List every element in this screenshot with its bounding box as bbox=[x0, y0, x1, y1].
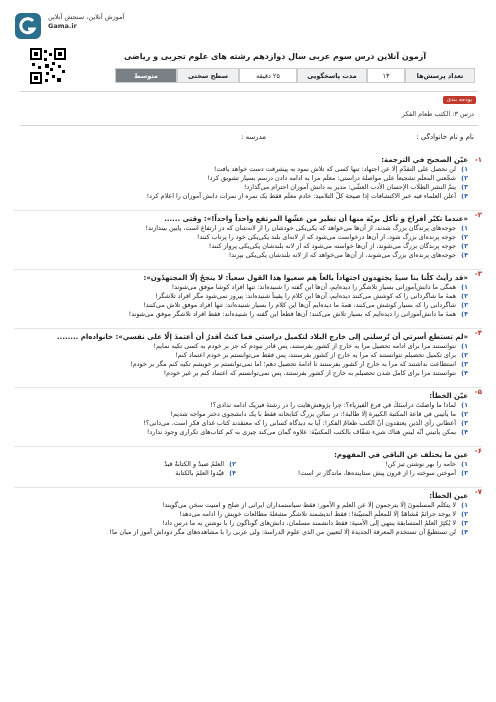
option-text: ما يأتيني في قاعة المكتبة الكبيرة إلّا طالبة!: در سالن بزرگ کتابخانه فقط با یک دانشجوی دختر مواجه شدیم! bbox=[170, 410, 456, 418]
options-group bbox=[14, 224, 482, 260]
option-number: ۳) bbox=[461, 242, 468, 250]
answer-option[interactable] bbox=[14, 310, 468, 319]
options-group bbox=[14, 501, 482, 537]
question-divider bbox=[14, 387, 482, 388]
answer-option[interactable] bbox=[14, 360, 468, 369]
exam-info-table bbox=[115, 68, 475, 83]
option-number: ۲) bbox=[461, 174, 468, 182]
question-stem: «عندما تكبّر أفراخ و تأكل بريّة منها أن تطير من عشّها المرتفع واحداً واحداً!»: وقتی ...... bbox=[164, 215, 468, 223]
exam-title: آزمون آنلاین درس سوم عربی سال دوازدهم رشته های علوم تجربی و ریاضی bbox=[123, 52, 427, 61]
option-number: ۲) bbox=[461, 292, 468, 300]
question-divider bbox=[14, 446, 482, 447]
option-number: ۲) bbox=[461, 233, 468, 241]
option-number: ۲) bbox=[461, 510, 468, 518]
answer-option[interactable] bbox=[14, 233, 468, 242]
answer-option[interactable] bbox=[14, 469, 236, 478]
question-number: ۱- bbox=[474, 156, 482, 164]
answer-option[interactable] bbox=[14, 183, 468, 192]
option-number: ۳) bbox=[461, 519, 468, 527]
answer-option[interactable] bbox=[14, 519, 468, 528]
site-tagline: آموزش آنلاین، سنجش آنلاین bbox=[48, 13, 125, 21]
question-count-label: تعداد پرسش‌ها bbox=[405, 68, 475, 83]
question-stem: عيّن الصحيح في الترجمة: bbox=[381, 156, 468, 164]
difficulty-label: سطح سختی bbox=[177, 68, 239, 83]
answer-option[interactable] bbox=[246, 460, 468, 469]
option-text: خامه را بهر نوشتن تیز کن! bbox=[385, 460, 456, 468]
question-stem: عين ما يختلف عن الباقي في المفهوم: bbox=[334, 451, 468, 459]
option-number: ۱) bbox=[461, 460, 468, 468]
question-stem: عين الخطأ: bbox=[429, 492, 468, 500]
difficulty-value: متوسط bbox=[115, 68, 177, 83]
answer-option[interactable] bbox=[14, 283, 468, 292]
option-text: شاگردانی را که بسیار کوشش می‌کنند، همهٔ ما دیده‌ایم آن‌ها این کلام را بسیار شنیده‌اند: تنها افراد موفق تلاش می‌کنند! bbox=[143, 301, 456, 309]
options-group bbox=[14, 165, 482, 201]
gama-logo-icon bbox=[14, 12, 42, 40]
question-number: ۳- bbox=[474, 270, 482, 278]
answer-option[interactable] bbox=[14, 419, 468, 428]
answer-option[interactable] bbox=[14, 301, 468, 310]
answer-option[interactable] bbox=[14, 165, 468, 174]
option-number: ۱) bbox=[461, 224, 468, 232]
question-stem: عيّن الخطأ: bbox=[429, 392, 468, 400]
answer-option[interactable] bbox=[14, 528, 468, 537]
answer-option[interactable] bbox=[14, 242, 468, 251]
question-block bbox=[14, 384, 482, 437]
option-text: جوجه پرنده‌ای بزرگ شود، از آن‌ها درخواست می‌شود که از لانه‌ای بلند یکی‌یکی خود را پرتاب کنند! bbox=[196, 233, 456, 241]
option-text: نتوانستند مرا برای کامل شدن تحصیلم به خارج از کشور بفرستند، پس نمی‌توانستم که اعتماد کنم بر غیر خودم! bbox=[163, 369, 456, 377]
option-text: يتمّ النشر الطلّاب الإحسان الأدب العشّي: مدیر به دانش آموزان احترام می‌گذارد! bbox=[243, 183, 456, 191]
option-text: استطاعت نداشتند که مرا به خارج از کشور بفرستند تا ادامهٔ تحصیل دهم؛ اما نمی‌توانستم بر خویشم تکیه کنم مگر بر خودم! bbox=[130, 360, 456, 368]
question-list bbox=[14, 152, 482, 543]
answer-option[interactable] bbox=[14, 428, 468, 437]
qr-code-icon bbox=[30, 48, 66, 84]
options-group bbox=[14, 460, 468, 478]
option-text: أعلن العلماء فيه خبر الاكتشافات إذا صيحة كلّ التلاميذ: خادم معلّم فقط يک نمره از نمرات دانش آموزان را اعلام کرد! bbox=[146, 192, 456, 200]
answer-option[interactable] bbox=[14, 174, 468, 183]
option-text: لن تستطيعُ أن تستخدم المعرفة الجديدة إلّا لتعيين من الذي علوم الدراسة: ولی عربی را با مشاهده‌های مگر دوداش آموز از میان ما! bbox=[109, 528, 456, 536]
answer-option[interactable] bbox=[14, 369, 468, 378]
question-number: ۵- bbox=[474, 388, 482, 396]
option-number: ۲) bbox=[461, 351, 468, 359]
answer-option[interactable] bbox=[14, 351, 468, 360]
site-branding bbox=[48, 13, 124, 31]
duration-value: ۲۵ دقیقه bbox=[239, 68, 297, 83]
option-number: ۴) bbox=[461, 310, 468, 318]
answer-option[interactable] bbox=[14, 410, 468, 419]
topic-divider bbox=[20, 125, 478, 126]
option-text: لماذا ما واصلتَ دراستَكَ في فرع الفيزياء؟: چرا پژوهش‌هایت را در رشتهٔ فیزیک ادامه ندادی؟! bbox=[210, 401, 456, 409]
option-text: همهٔ ما دانش‌آموزانی را دیده‌ایم که بسیار تلاش می‌کنند؛ آن‌ها قطعاً این گفته را شنیده‌اند: فقط افراد تلاشگر موفق می‌شوند! bbox=[128, 310, 456, 318]
answer-option[interactable] bbox=[14, 501, 468, 510]
duration-label: مدت پاسخگویی bbox=[297, 68, 367, 83]
question-count-value: ۱۳ bbox=[367, 68, 405, 83]
question-divider bbox=[14, 328, 482, 329]
option-number: ۴) bbox=[461, 528, 468, 536]
option-number: ۴) bbox=[461, 428, 468, 436]
question-block bbox=[14, 152, 482, 201]
question-number: ۷- bbox=[474, 488, 482, 496]
question-stem: «قد رأيتُ كلّنا بنا سيدُ يجتهدون اجتهاداً بالغاً هم سعيوا هذا القول سعياً: لا ينجحُ إلّا المجتهدُون»: bbox=[143, 274, 468, 282]
answer-option[interactable] bbox=[14, 192, 468, 201]
option-text: همگی ما دانش‌آموزانی بسیار تلاشگر را دیده‌ایم، آن‌ها این گفته را شنیده‌اند: تنها افراد کوشا موفق می‌شوند! bbox=[171, 283, 456, 291]
answer-option[interactable] bbox=[14, 342, 468, 351]
answer-option[interactable] bbox=[14, 224, 468, 233]
school-field bbox=[241, 133, 266, 141]
answer-option[interactable] bbox=[14, 510, 468, 519]
option-number: ۴) bbox=[229, 469, 236, 477]
school-label: مدرسه : bbox=[240, 133, 266, 141]
options-group bbox=[14, 342, 482, 378]
option-number: ۲) bbox=[229, 460, 236, 468]
answer-option[interactable] bbox=[14, 292, 468, 301]
option-number: ۱) bbox=[461, 165, 468, 173]
question-divider bbox=[14, 487, 482, 488]
option-number: ۴) bbox=[461, 369, 468, 377]
question-block bbox=[14, 207, 482, 260]
answer-option[interactable] bbox=[14, 251, 468, 260]
option-text: العلمُ صيدٌ و الكتابةُ قيدٌ bbox=[164, 460, 224, 468]
option-text: أعطاني رأي الّذين يعتقدون أنّ الكتب طعامٌ الفكر!: آیا به دیدگاه کسانی را که معتقدند کتاب غذای فکر است، می‌دانی؟! bbox=[143, 419, 456, 427]
option-text: لا يُكثِرُ العلمُ المتسابقة ينتهي إلى الأمنية: فقط دانشمند مسلمان، دانش‌های گوناگون را با نوشتن به ما درس داد! bbox=[161, 519, 456, 527]
option-text: لا يوجد جرائمٌ مُشاهَدٌ إلّا للمعلّمِ المتبيّنة!: فقط اندیشمند تلاشگر مشغلهٔ مطالعات خویش را ادامه می‌دهد! bbox=[179, 510, 456, 518]
student-name-field bbox=[416, 133, 474, 141]
question-block bbox=[14, 325, 482, 378]
option-number: ۴) bbox=[461, 251, 468, 259]
option-number: ۳) bbox=[461, 419, 468, 427]
option-text: همهٔ ما شاگردانی را که کوشش می‌کنند دیده‌ایم، آن‌ها این کلام را یقیناً شنیده‌اند: پیروز نمی‌شود مگر افراد تلاشگر! bbox=[155, 292, 456, 300]
option-number: ۳) bbox=[461, 469, 468, 477]
option-number: ۱) bbox=[461, 283, 468, 291]
option-text: آموختن سوخته را از قرون پیش ستاینده‌ها، ماندگار تر است! bbox=[297, 469, 456, 477]
question-block bbox=[14, 266, 482, 319]
option-text: يمكن يأتيني أنّه ليس هناك شيء شفّاف بالكتب المكتبيّة: علاوه گمان می‌کند چیزی به کم کتاب‌های تکراری وجود ندارد! bbox=[146, 428, 456, 436]
option-text: قيّدوا العلمَ بالكتابة bbox=[175, 469, 224, 477]
question-divider bbox=[14, 210, 482, 211]
option-number: ۱) bbox=[461, 401, 468, 409]
option-number: ۳) bbox=[461, 183, 468, 191]
option-text: برای تکمیل تحصیلم نتوانستند که مرا به خارج از کشور بفرستند، پس فقط می‌توانستم بر خودم اعتماد کنم! bbox=[175, 351, 456, 359]
option-number: ۳) bbox=[461, 301, 468, 309]
header-divider bbox=[20, 91, 478, 92]
student-name-label: نام و نام خانوادگی : bbox=[416, 133, 474, 141]
option-text: لا يتكلّم المسلمونَ إلّا يترجمون إلّا عن العلم و الأمور: فقط سیاستمداران ایرانی از صلح و امنیت سخن می‌گویند! bbox=[162, 501, 456, 509]
question-number: ۲- bbox=[474, 211, 482, 219]
option-text: نتوانستند مرا برای ادامه تحصیل مرا به خارج از کشور بفرستند، پس قادر نبودم که جز بر خودم به کسی تکیه نمایم! bbox=[153, 342, 456, 350]
option-number: ۱) bbox=[461, 342, 468, 350]
option-number: ۱) bbox=[461, 501, 468, 509]
question-block bbox=[14, 484, 482, 537]
option-text: جوجه‌های پرنده‌ای بزرگ می‌شوند، از آن‌ها می‌خواهد که از لانه بلندشان یکی‌یکی بپرند! bbox=[228, 251, 456, 259]
site-domain: Gama.ir bbox=[48, 22, 77, 30]
answer-option[interactable] bbox=[14, 460, 236, 469]
option-text: جوجه پرندگان بزرگ می‌شوند، از آن‌ها خواسته می‌شود که از لانه بلندشان یکی‌یکی پرواز کنند! bbox=[208, 242, 456, 250]
options-group bbox=[14, 401, 482, 437]
answer-option[interactable] bbox=[246, 469, 468, 478]
options-group bbox=[14, 283, 482, 319]
option-number: ۳) bbox=[461, 360, 468, 368]
lesson-topic: درس ۳: الکثب طعام الفکر bbox=[401, 110, 474, 118]
answer-option[interactable] bbox=[14, 401, 468, 410]
budget-tag: بودجه بندی bbox=[443, 96, 476, 104]
option-text: لن نحصل على التقدّم إلّا عن اجتهاد: تنها کسی که تلاش نمود به پیشرفت دست خواهد یافت! bbox=[213, 165, 456, 173]
option-number: ۴) bbox=[461, 192, 468, 200]
option-text: شجّعني المعلّم تشجيعاً على مواصلة دراستي: معلّم مرا به ادامه دادن درسم بسیار تشویق کرد! bbox=[207, 174, 456, 182]
question-stem: «لم تستطع أسرتي أن تُرسلني إلى خارج البلاد لتكميل دراستي فما كنتُ أقدرُ أن أعتمدَ إلّا على نفسي»: خانواده‌ام ........ bbox=[57, 333, 468, 341]
question-number: ۴- bbox=[474, 329, 482, 337]
question-divider bbox=[14, 269, 482, 270]
option-text: جوجه‌های پرندگان بزرگ شدند، از آن‌ها می‌خواهد که یکی‌یکی خودشان را از لانه‌شان که در ارتفاع است، پایین بیندازند! bbox=[145, 224, 456, 232]
question-block bbox=[14, 443, 482, 478]
option-number: ۲) bbox=[461, 410, 468, 418]
question-number: ۶- bbox=[474, 447, 482, 455]
